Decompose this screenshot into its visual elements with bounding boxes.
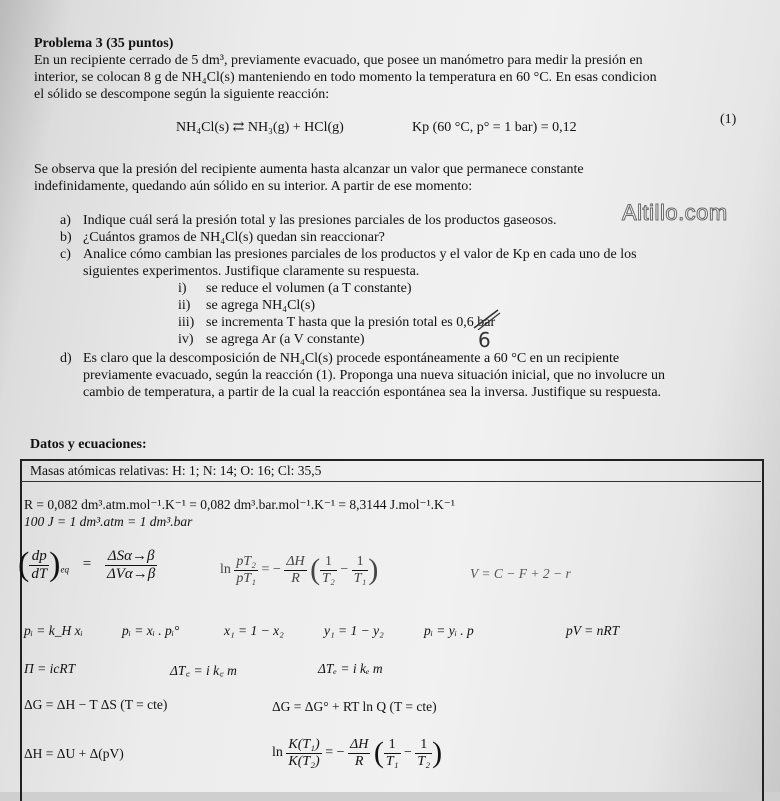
question-d-line-2: previamente evacuado, según la reacción (1). Proponga una nueva situación inicial, que no involucre un xyxy=(83,368,665,383)
mole-fraction-x: x₁ = 1 − x₂ xyxy=(224,623,284,638)
enthalpy-definition: ΔH = ΔU + Δ(pV) xyxy=(24,746,124,761)
osmotic-pressure: Π = icRT xyxy=(24,661,76,676)
handwritten-six: 6 xyxy=(478,328,491,352)
watermark-logo: Altillo.com xyxy=(622,200,728,225)
question-a-label: a) xyxy=(60,213,71,228)
gibbs-reaction-quotient: ΔG = ΔG° + RT ln Q (T = cte) xyxy=(272,699,437,714)
clapeyron-sub: eq xyxy=(60,564,69,575)
clausius-clapeyron-equation: ln $\frac{\text{pT₂}}{\text{pT₁}}$ = − $\frac{\Delta H}{R}$ ( $\frac{1}{\text{T₂}}$ − $\frac{1}{\text{T₁}}$ ) xyxy=(220,553,379,586)
henry-law: pᵢ = k_H xᵢ xyxy=(24,623,83,638)
question-c-label: c) xyxy=(60,247,71,262)
sub-item-iii-text: se incrementa T hasta que la presión total es 0,6 bar xyxy=(206,315,496,330)
cryoscopic-equation: ΔT꜀ = i k꜀ m xyxy=(170,663,237,678)
atomic-masses: Masas atómicas relativas: H: 1; N: 14; O: 16; Cl: 35,5 xyxy=(30,463,322,478)
intro-line-3: el sólido se descompone según la siguiente reacción: xyxy=(34,87,330,102)
clapeyron-rhs-num: ΔSα→β xyxy=(105,548,157,566)
intro-line-1: En un recipiente cerrado de 5 dm³, previamente evacuado, que posee un manómetro para medir la presión en xyxy=(34,53,643,68)
clapeyron-lhs-den: dT xyxy=(31,565,48,582)
sub-item-iv-text: se agrega Ar (a V constante) xyxy=(206,332,365,347)
sub-item-ii-label: ii) xyxy=(178,298,191,313)
equation-number: (1) xyxy=(720,112,737,127)
mole-fraction-y: y₁ = 1 − y₂ xyxy=(324,623,384,638)
question-a-text: Indique cuál será la presión total y las presiones parciales de los productos gaseosos. xyxy=(83,213,557,228)
question-d-line-1: Es claro que la descomposición de NH₄Cl(s) procede espontáneamente a 60 °C en un recipiente xyxy=(83,351,620,366)
sub-item-iv-label: iv) xyxy=(178,332,194,347)
observe-line-1: Se observa que la presión del recipiente aumenta hasta alcanzar un valor que permanece constante xyxy=(34,162,584,177)
question-c-line-1: Analice cómo cambian las presiones parciales de los productos y el valor de Kp en cada uno de los xyxy=(83,247,637,262)
unit-conversion: 100 J = 1 dm³.atm = 1 dm³.bar xyxy=(24,514,193,529)
question-b-label: b) xyxy=(60,230,72,245)
sub-item-i-text: se reduce el volumen (a T constante) xyxy=(206,281,412,296)
reaction-equation: NH₄Cl(s) ⇄ NH₃(g) + HCl(g) xyxy=(176,120,344,135)
question-d-line-3: cambio de temperatura, a partir de la cual la reacción espontánea sea la inversa. Justifique su respuesta. xyxy=(83,385,662,400)
ideal-gas-law: pV = nRT xyxy=(566,623,620,638)
observe-line-2: indefinidamente, quedando aún sólido en su interior. A partir de ese momento: xyxy=(34,179,473,194)
sub-item-ii-text: se agrega NH₄Cl(s) xyxy=(206,298,316,313)
phase-rule: V = C − F + 2 − r xyxy=(470,566,571,581)
question-c-line-2: siguientes experimentos. Justifique claramente su respuesta. xyxy=(83,264,420,279)
kp-value: Kp (60 °C, p° = 1 bar) = 0,12 xyxy=(412,120,577,135)
data-heading: Datos y ecuaciones: xyxy=(30,437,147,452)
sub-item-i-label: i) xyxy=(178,281,187,296)
vant-hoff-equation: ln $\frac{\text{K(T₁)}}{\text{K(T₂)}}$ = − $\frac{\Delta H}{R}$ ( $\frac{1}{\text{T₁}}$ − $\frac{1}{\text{T₂}}$ ) xyxy=(272,736,443,769)
raoult-law: pᵢ = xᵢ . pᵢ° xyxy=(122,623,180,638)
question-b-text: ¿Cuántos gramos de NH₄Cl(s) quedan sin reaccionar? xyxy=(83,230,385,245)
clapeyron-rhs-den: ΔVα→β xyxy=(106,565,156,582)
dalton-law: pᵢ = yᵢ . p xyxy=(424,623,474,638)
sub-item-iii-label: iii) xyxy=(178,315,195,330)
problem-title: Problema 3 (35 puntos) xyxy=(34,36,174,51)
intro-line-2: interior, se colocan 8 g de NH₄Cl(s) manteniendo en todo momento la temperatura en 60 °C. En esas condicion xyxy=(34,70,657,85)
question-d-label: d) xyxy=(60,351,72,366)
gas-constant: R = 0,082 dm³.atm.mol⁻¹.K⁻¹ = 0,082 dm³.bar.mol⁻¹.K⁻¹ = 8,3144 J.mol⁻¹.K⁻¹ xyxy=(24,497,455,512)
clapeyron-equation: ( $\frac{dp}{dT}$ )$_{eq}$ = $\frac{\text{ΔSα→β}}{\text{ΔVα→β}}$ xyxy=(18,546,156,583)
gibbs-equation: ΔG = ΔH − T ΔS (T = cte) xyxy=(24,697,168,712)
strike-mark xyxy=(472,308,502,330)
clapeyron-lhs-num: dp xyxy=(29,548,49,566)
box-divider xyxy=(21,481,761,482)
ebullioscopic-equation: ΔTₑ = i kₑ m xyxy=(318,661,383,676)
